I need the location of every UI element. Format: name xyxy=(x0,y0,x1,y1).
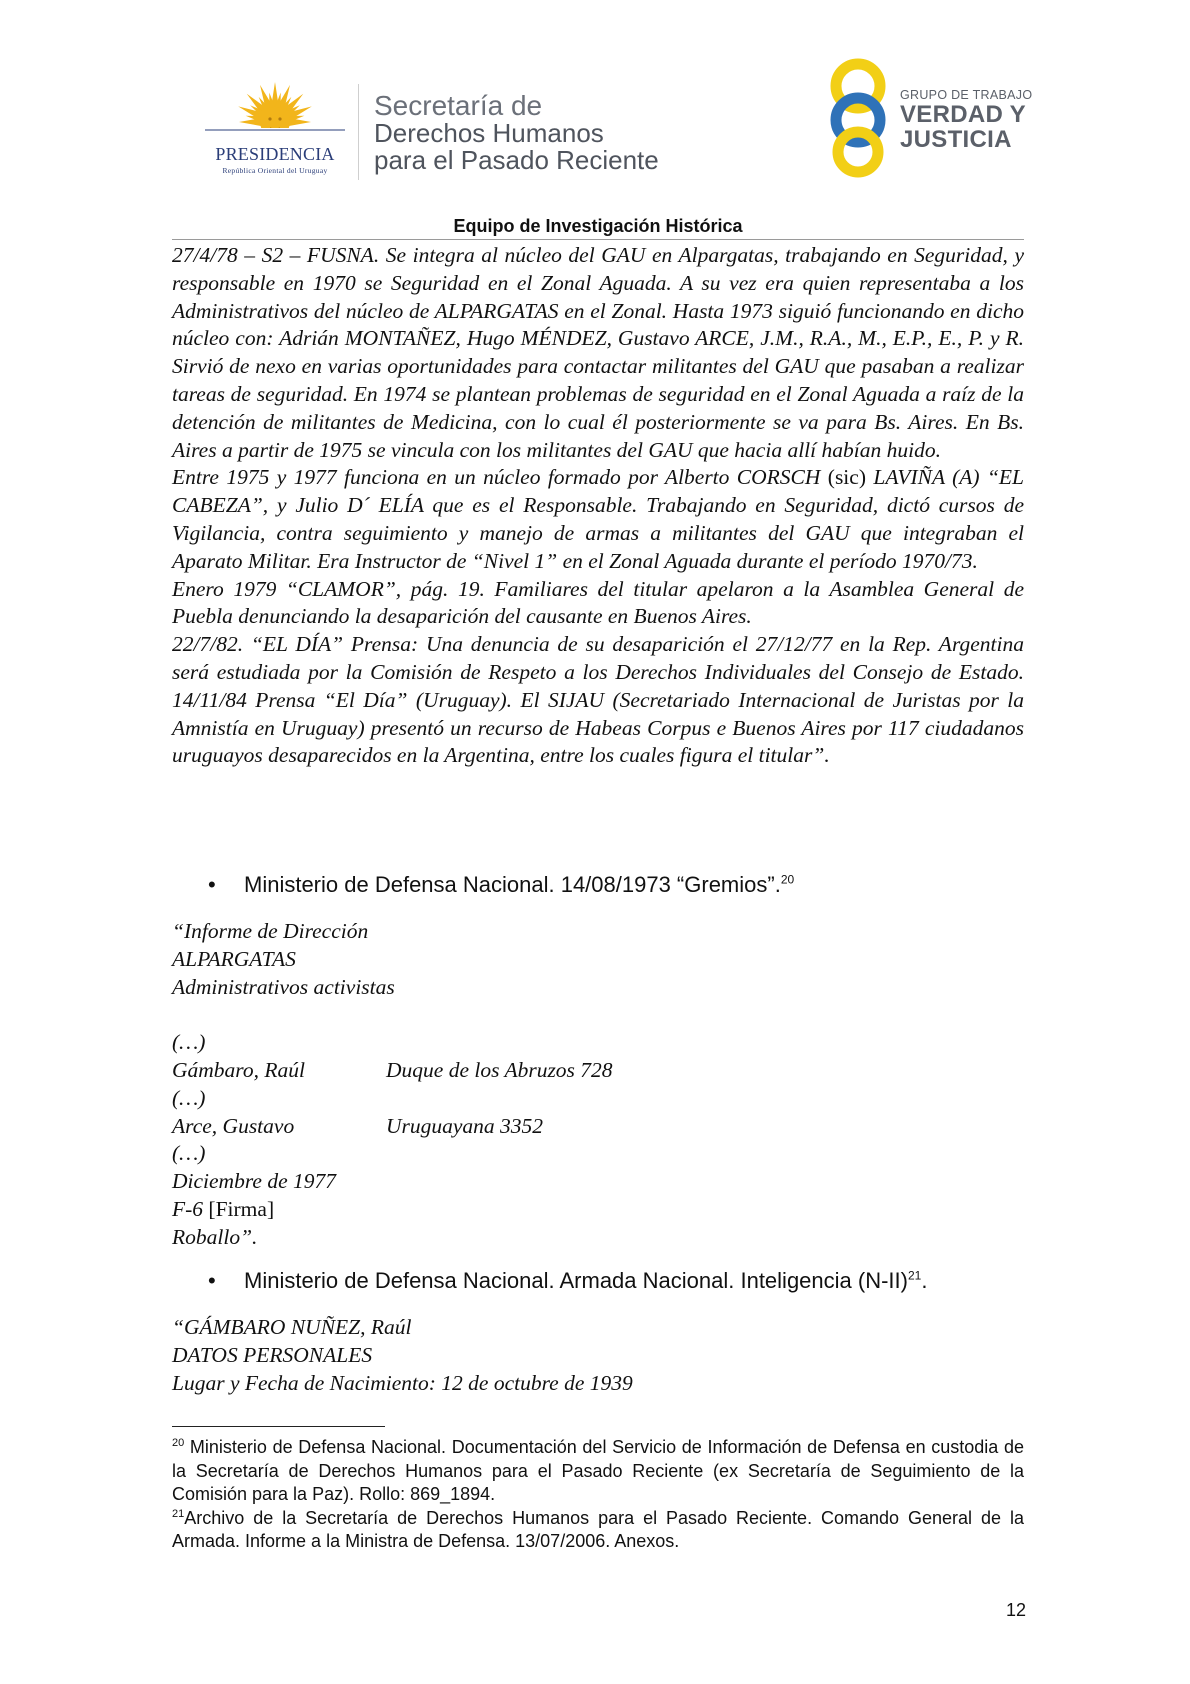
paragraph-4: 22/7/82. “EL DÍA” Prensa: Una denuncia de su desaparición el 27/12/77 en la Rep. Argentina será estudiada por la Comisión de Respeto a los Derechos Individuales del Consejo de Estado. 14/11/84 Prensa “El Día” (Uruguay). El SIJAU (Secretariado Internacional de Juristas por la Amnistía en Uruguay) presentó un recurso de Habeas Corpus e Buenos Aires por 117 ciudadanos uruguayos desaparecidos en la Argentina, entre los cuales figura el titular”. xyxy=(172,632,1024,768)
footnote-ref-20[interactable]: 20 xyxy=(780,872,795,887)
informe-end: Roballo”. xyxy=(172,1224,258,1249)
presidencia-subtitle: República Oriental del Uruguay xyxy=(222,166,328,175)
ellipsis-2: (…) xyxy=(172,1085,206,1110)
gtvj-line-2: VERDAD Y xyxy=(900,101,1026,128)
presidencia-logo xyxy=(195,80,355,180)
bullet-symbol: • xyxy=(208,1268,216,1293)
footnote-20-marker: 20 xyxy=(172,1437,185,1449)
footnote-20 xyxy=(172,1436,1024,1507)
person-row-2 xyxy=(172,1113,544,1141)
verdad-justicia-logo xyxy=(820,58,896,178)
footnote-21-marker: 21 xyxy=(172,1507,185,1520)
footnote-ref-21[interactable]: 21 xyxy=(907,1268,922,1283)
informe-quote xyxy=(172,918,613,1252)
secretaria-line-1: Secretaría de xyxy=(374,90,543,121)
datos-line-3: Lugar y Fecha de Nacimiento: 12 de octubre de 1939 xyxy=(172,1370,633,1395)
verdad-justicia-title xyxy=(900,88,1032,152)
datos-personales xyxy=(172,1314,633,1397)
informe-line-2: ALPARGATAS xyxy=(172,946,296,971)
ellipsis-3: (…) xyxy=(172,1141,206,1166)
secretaria-line-3: para el Pasado Reciente xyxy=(374,145,659,175)
footnote-separator xyxy=(172,1426,385,1427)
secretaria-title xyxy=(374,92,659,174)
bullet-1-text: Ministerio de Defensa Nacional. 14/08/1973 “Gremios”. xyxy=(244,872,781,897)
ellipsis-1: (…) xyxy=(172,1030,206,1055)
footnote-21 xyxy=(172,1507,1024,1554)
bullet-2-text: Ministerio de Defensa Nacional. Armada Nacional. Inteligencia (N-II) xyxy=(244,1268,908,1293)
paragraph-2-part-a: Entre 1975 y 1977 funciona en un núcleo formado por Alberto CORSCH xyxy=(172,465,828,490)
header-rule xyxy=(172,239,1024,240)
datos-line-1: “GÁMBARO NUÑEZ, Raúl xyxy=(172,1315,412,1339)
bullet-2-tail: . xyxy=(921,1268,928,1293)
footnote-21-text: Archivo de la Secretaría de Derechos Humanos para el Pasado Reciente. Comando General de la Armada. Informe a la Ministra de Defensa. 13/07/2006. Anexos. xyxy=(172,1507,1024,1551)
bullet-symbol: • xyxy=(208,872,216,897)
linked-rings-icon xyxy=(820,58,896,178)
informe-signature xyxy=(172,1196,395,1224)
secretaria-line-2: Derechos Humanos xyxy=(374,118,604,148)
person-name: Gámbaro, Raúl xyxy=(172,1057,305,1082)
team-heading: Equipo de Investigación Histórica xyxy=(453,216,743,236)
sun-emblem-icon xyxy=(195,80,355,150)
signature-code: F-6 xyxy=(172,1196,204,1221)
page-number: 12 xyxy=(1005,1600,1026,1620)
footnote-20-text: Ministerio de Defensa Nacional. Documentación del Servicio de Información de Defensa en custodia de la Secretaría de Derechos Humanos para el Pasado Reciente (ex Secretaría de Seguimiento de la Comisión para la Paz). Rollo: 869_1894. xyxy=(172,1437,1024,1504)
informe-line-1: “Informe de Dirección xyxy=(172,919,369,943)
person-row-1 xyxy=(172,1057,613,1085)
informe-date: Diciembre de 1977 xyxy=(172,1169,336,1194)
paragraph-2 xyxy=(172,464,1024,575)
presidencia-name: PRESIDENCIA xyxy=(215,144,335,164)
footnotes xyxy=(172,1436,1024,1554)
header-divider xyxy=(358,84,359,180)
gtvj-line-1: GRUPO DE TRABAJO xyxy=(900,88,1033,102)
body-text xyxy=(172,242,1024,770)
person-address: Uruguayana 3352 xyxy=(386,1113,544,1138)
person-name: Arce, Gustavo xyxy=(172,1113,295,1138)
blank-line xyxy=(172,1001,395,1029)
gtvj-line-3: JUSTICIA xyxy=(900,126,1012,153)
paragraph-2-part-b: LAVIÑA (A) “EL CABEZA”, y Julio D´ ELÍA que es el Responsable. Trabajando en Seguridad, dictó cursos de Vigilancia, contra seguimiento y manejo de armas a militantes del GAU que integraban el Aparato Militar. Era Instructor de “Nivel 1” en el Zonal Aguada durante el período 1970/73. xyxy=(172,465,1024,573)
paragraph-1: 27/4/78 – S2 – FUSNA. Se integra al núcleo del GAU en Alpargatas, trabajando en Seguridad, y responsable en 1970 se Seguridad en el Zonal Aguada. A su vez era quien representaba a los Administrativos del núcleo de ALPARGATAS en el Zonal. Hasta 1973 siguió funcionando en dicho núcleo con: Adrián MONTAÑEZ, Hugo MÉNDEZ, Gustavo ARCE, J.M., R.A., M., E.P., E., P. y R. Sirvió de nexo en varias oportunidades para contactar militantes del GAU que pasaban a realizar tareas de seguridad. En 1974 se plantean problemas de seguridad en el Zonal Aguada a raíz de la detención de militantes de Medicina, con lo cual él posteriormente se va para Bs. Aires. En Bs. Aires a partir de 1975 se vincula con los militantes del GAU que hacia allí habían huido. xyxy=(172,243,1024,462)
datos-line-2: DATOS PERSONALES xyxy=(172,1342,373,1367)
informe-line-3: Administrativos activistas xyxy=(172,974,395,999)
signature-note: [Firma] xyxy=(203,1196,275,1221)
person-address: Duque de los Abruzos 728 xyxy=(386,1057,613,1082)
sic-note: (sic) xyxy=(827,465,866,490)
paragraph-3: Enero 1979 “CLAMOR”, pág. 19. Familiares del titular apelaron a la Asamblea General de Puebla denunciando la desaparición del causante en Buenos Aires. xyxy=(172,576,1024,629)
